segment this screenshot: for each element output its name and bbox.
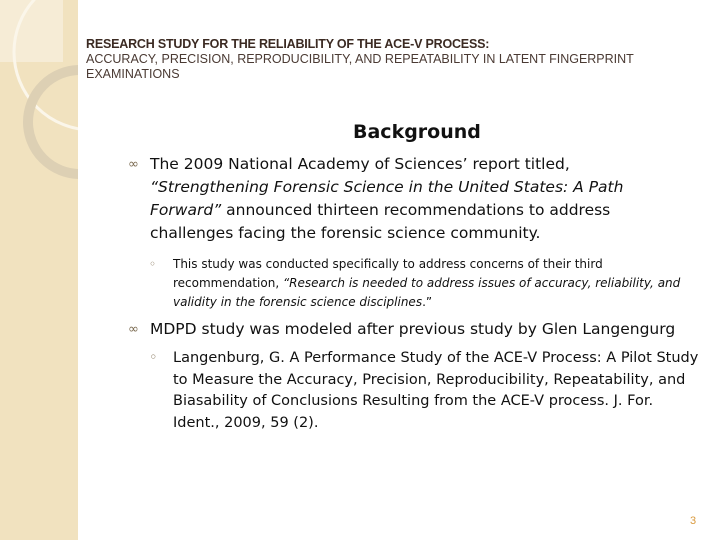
decorative-circles-icon <box>0 0 78 540</box>
sub-bullet-icon: ◦ <box>149 350 158 366</box>
sub-bullet-1 <box>149 255 703 312</box>
slide-title: Background <box>353 121 481 143</box>
bullet-1 <box>128 153 690 245</box>
sub-bullet-1-text: This study was conducted specifically to address concerns of their third recommendation, <box>173 257 603 290</box>
bullet-2 <box>128 318 720 341</box>
bullet-1-text: The 2009 National Academy of Sciences’ report titled, <box>150 155 570 173</box>
bullet-1-text-end: announced thirteen recommendations to address challenges facing the forensic science community. <box>150 201 611 242</box>
bullet-2-text: MDPD study was modeled after previous study by Glen Langengurg <box>150 320 676 338</box>
sub-bullet-icon: ◦ <box>149 257 157 271</box>
header-title: RESEARCH STUDY FOR THE RELIABILITY OF THE ACE-V PROCESS: <box>86 37 490 51</box>
header-subtitle: ACCURACY, PRECISION, REPRODUCIBILITY, AND REPEATABILITY IN LATENT FINGERPRINT EXAMINATIONS <box>86 52 634 81</box>
bullet-1-italic: “Strengthening Forensic Science in the United States: A Path Forward” <box>150 178 624 219</box>
sub-bullet-2 <box>149 348 703 434</box>
sub-bullet-1-end: .” <box>422 295 433 309</box>
bullet-icon: ∞ <box>128 157 139 172</box>
page-number: 3 <box>690 515 697 527</box>
decorative-side-strip <box>0 0 78 540</box>
bullet-icon: ∞ <box>128 322 139 337</box>
sub-bullet-1-italic: “Research is needed to address issues of accuracy, reliability, and validity in the forensic science disciplines <box>173 276 681 309</box>
slide-header <box>86 37 706 82</box>
sub-bullet-2-text: Langenburg, G. A Performance Study of the ACE-V Process: A Pilot Study to Measure the Accuracy, Precision, Reproducibility, Repeatability, and Biasability of Conclusions Resulting from the ACE-V process. J. For. Ident., 2009, 59 (2). <box>173 350 699 431</box>
